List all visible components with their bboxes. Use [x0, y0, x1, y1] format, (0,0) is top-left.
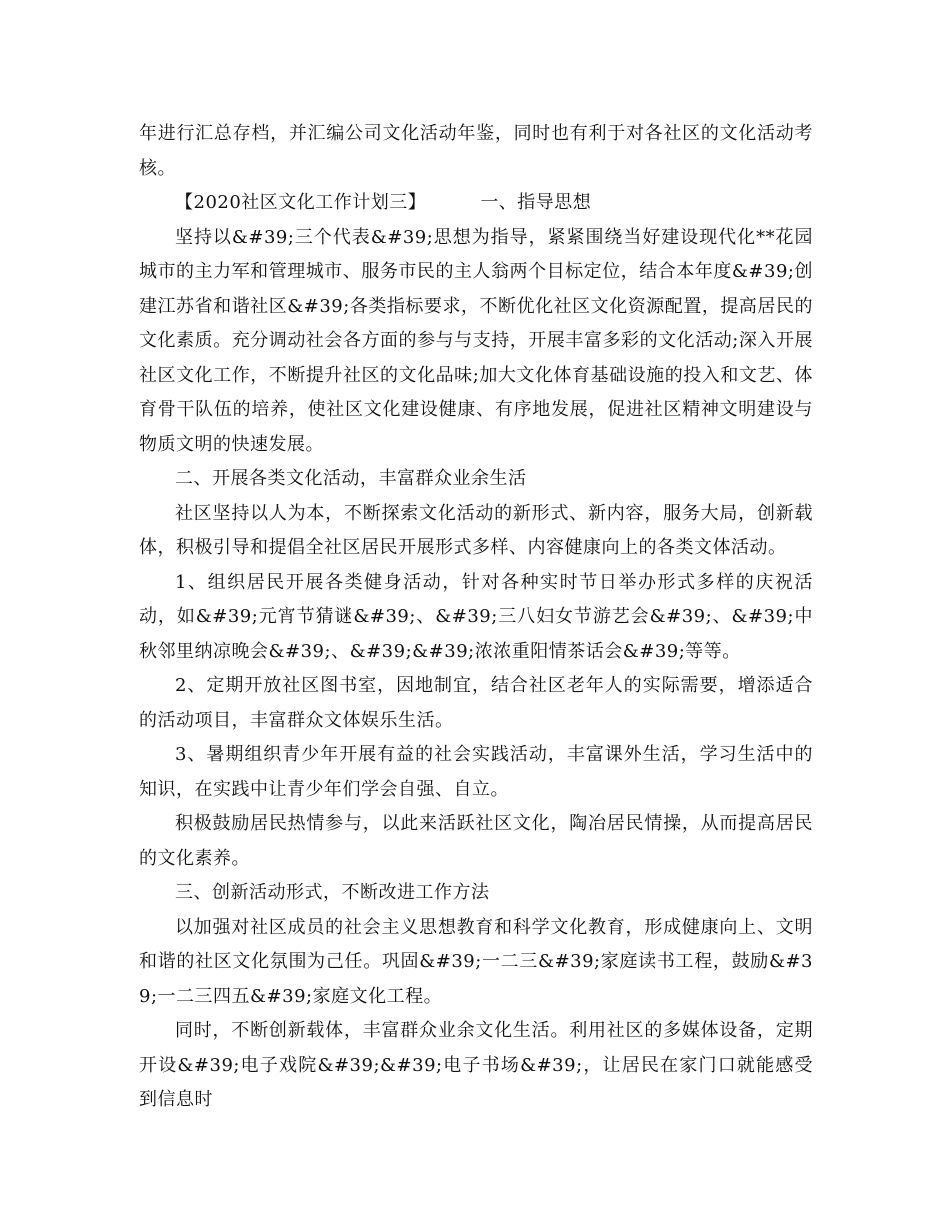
paragraph-2-heading — [139, 186, 813, 221]
section-heading-3: 三、创新活动形式，不断改进工作方法 — [175, 882, 490, 903]
paragraph-1: 年进行汇总存档，并汇编公司文化活动年鉴，同时也有利于对各社区的文化活动考核。 — [139, 123, 813, 179]
plan-title: 【2020社区文化工作计划三】 — [175, 192, 427, 213]
document-page — [139, 117, 813, 1118]
section-heading-2: 二、开展各类文化活动，丰富群众业余生活 — [175, 468, 527, 489]
paragraph-7: 2、定期开放社区图书室，因地制宜，结合社区老年人的实际需要，增添适合的活动项目，丰富群众文体娱乐生活。 — [139, 675, 813, 731]
paragraph-8: 3、暑期组织青少年开展有益的社会实践活动，丰富课外生活，学习生活中的知识，在实践中让青少年们学会自强、自立。 — [139, 744, 813, 800]
paragraph-6: 1、组织居民开展各类健身活动，针对各种实时节日举办形式多样的庆祝活动，如&#39;元宵节猜谜&#39;、&#39;三八妇女节游艺会&#39;、&#39;中秋邻里纳凉晚会&#39;、&#39;&#39;浓浓重阳情茶话会&#39;等等。 — [139, 571, 813, 662]
section-heading-1: 一、指导思想 — [480, 192, 592, 213]
paragraph-5: 社区坚持以人为本，不断探索文化活动的新形式、新内容，服务大局，创新载体，积极引导和提倡全社区居民开展形式多样、内容健康向上的各类文体活动。 — [139, 502, 813, 558]
paragraph-11: 以加强对社区成员的社会主义思想教育和科学文化教育，形成健康向上、文明和谐的社区文化氛围为己任。巩固&#39;一二三&#39;家庭读书工程，鼓励&#39;一二三四五&#39;家庭文化工程。 — [139, 916, 813, 1007]
paragraph-9: 积极鼓励居民热情参与，以此来活跃社区文化，陶冶居民情操，从而提高居民的文化素养。 — [139, 813, 813, 869]
paragraph-12: 同时，不断创新载体，丰富群众业余文化生活。利用社区的多媒体设备，定期开设&#39;电子戏院&#39;&#39;电子书场&#39;，让居民在家门口就能感受到信息时 — [139, 1020, 813, 1110]
paragraph-3: 坚持以&#39;三个代表&#39;思想为指导，紧紧围绕当好建设现代化**花园城市的主力军和管理城市、服务市民的主人翁两个目标定位，结合本年度&#39;创建江苏省和谐社区&#39;各类指标要求，不断优化社区文化资源配置，提高居民的文化素质。充分调动社会各方面的参与与支持，开展丰富多彩的文化活动;深入开展社区文化工作，不断提升社区的文化品味;加大文化体育基础设施的投入和文艺、体育骨干队伍的培养，使社区文化建设健康、有序地发展，促进社区精神文明建设与物质文明的快速发展。 — [139, 226, 813, 455]
